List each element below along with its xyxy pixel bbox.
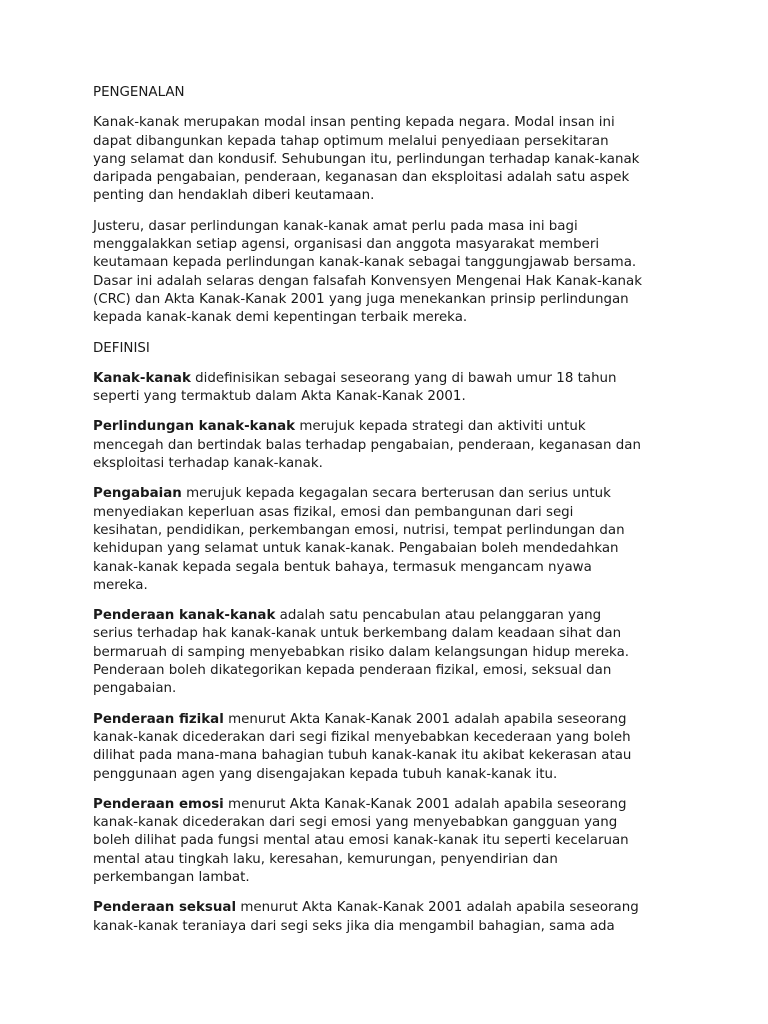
- definition-text: merujuk kepada strategi dan aktiviti untuk mencegah dan bertindak balas terhadap pengabaian, penderaan, keganasan dan eksploitasi terhadap kanak-kanak.: [93, 419, 641, 472]
- definition-perlindungan-kanak-kanak: [93, 418, 693, 473]
- definition-term: Penderaan emosi: [93, 796, 224, 812]
- definition-text: adalah satu pencabulan atau pelanggaran yang serius terhadap hak kanak-kanak untuk berkembang dalam keadaan sihat dan bermaruah di samping menyebabkan risiko dalam kelangsungan hidup mereka. Penderaan boleh dikategorikan kepada penderaan fizikal, emosi, seksual dan pengabaian.: [93, 608, 630, 697]
- definition-term: Penderaan kanak-kanak: [93, 608, 276, 624]
- definition-kanak-kanak: [93, 370, 693, 407]
- definition-penderaan-fizikal: [93, 711, 693, 784]
- definition-pengabaian: [93, 485, 693, 595]
- definition-term: Penderaan fizikal: [93, 711, 224, 727]
- definition-text: didefinisikan sebagai seseorang yang di bawah umur 18 tahun seperti yang termaktub dalam Akta Kanak-Kanak 2001.: [93, 370, 617, 405]
- section-heading-definisi: DEFINISI: [93, 340, 150, 356]
- definition-term: Penderaan seksual: [93, 900, 237, 916]
- section-heading-pengenalan: PENGENALAN: [93, 85, 185, 100]
- definition-text: menurut Akta Kanak-Kanak 2001 adalah apabila seseorang kanak-kanak dicederakan dari segi emosi yang menyebabkan gangguan yang boleh dilihat pada fungsi mental atau emosi kanak-kanak itu seperti kecelaruan mental atau tingkah laku, keresahan, kemurungan, penyendirian dan perkembangan lambat.: [93, 796, 629, 885]
- definition-term: Perlindungan kanak-kanak: [93, 419, 296, 435]
- definition-term: Pengabaian: [93, 486, 182, 502]
- document-page: [93, 84, 693, 948]
- definition-penderaan-kanak-kanak: [93, 607, 693, 698]
- definition-penderaan-emosi: [93, 796, 693, 887]
- intro-paragraph-1: Kanak-kanak merupakan modal insan penting kepada negara. Modal insan ini dapat dibangunkan kepada tahap optimum melalui penyediaan persekitaran yang selamat dan kondusif. Sehubungan itu, perlindungan terhadap kanak-kanak daripada pengabaian, penderaan, keganasan dan eksploitasi adalah satu aspek penting dan hendaklah diberi keutamaan.: [93, 115, 640, 204]
- intro-paragraph-2: Justeru, dasar perlindungan kanak-kanak amat perlu pada masa ini bagi menggalakkan setiap agensi, organisasi dan anggota masyarakat memberi keutamaan kepada perlindungan kanak-kanak sebagai tanggungjawab bersama. Dasar ini adalah selaras dengan falsafah Konvensyen Mengenai Hak Kanak-kanak (CRC) dan Akta Kanak-Kanak 2001 yang juga menekankan prinsip perlindungan kepada kanak-kanak demi kepentingan terbaik mereka.: [93, 218, 642, 326]
- definition-text: merujuk kepada kegagalan secara berterusan dan serius untuk menyediakan keperluan asas fizikal, emosi dan pembangunan dari segi kesihatan, pendidikan, perkembangan emosi, nutrisi, tempat perlindungan dan kehidupan yang selamat untuk kanak-kanak. Pengabaian boleh mendedahkan kanak-kanak kepada segala bentuk bahaya, termasuk mengancam nyawa mereka.: [93, 486, 625, 593]
- definition-text: menurut Akta Kanak-Kanak 2001 adalah apabila seseorang kanak-kanak teraniaya dari segi seks jika dia mengambil bahagian, sama ada: [93, 900, 639, 934]
- definition-term: Kanak-kanak: [93, 370, 191, 386]
- definition-penderaan-seksual: [93, 899, 693, 936]
- definition-text: menurut Akta Kanak-Kanak 2001 adalah apabila seseorang kanak-kanak dicederakan dari segi fizikal menyebabkan kecederaan yang boleh dilihat pada mana-mana bahagian tubuh kanak-kanak itu akibat kekerasan atau penggunaan agen yang disengajakan kepada tubuh kanak-kanak itu.: [93, 711, 632, 782]
